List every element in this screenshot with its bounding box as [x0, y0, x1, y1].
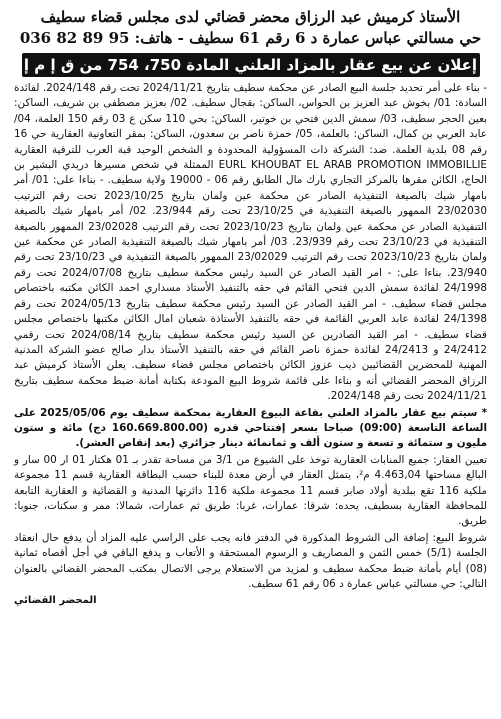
bailiff-name-line: الأستاذ كرميش عبد الرزاق محضر قضائي لدى مجلس قضاء سطيف [40, 8, 461, 26]
announcement-body [14, 81, 487, 609]
signature: المحضر القضائي [14, 595, 97, 607]
title-banner: إعلان عن بيع عقار بالمزاد العلني المادة 750، 754 من ق إ م إ [22, 53, 480, 77]
paragraph-preamble: - بناء على أمر تحديد جلسة البيع الصادر عن محكمة سطيف بتاريخ 2024/11/21 تحت رقم 2024/148. لفائدة السادة: 01/ بخوش عبد العزيز بن الحواس، الساكن: بقجال سطيف. 02/ بعزيز مصطفى بن شريف، الساكن: بعين الحجر سطيف، 03/ سمش الدين فتحي بن خوتير، الساكن: بحي 110 سكن ع 03 رقم 150 العلمة، 04/ عابد العربي بن كمال، الساكن: بالعلمة، 05/ حمزة ناصر بن سعدون، الساكن: بمقر التعاونية العقارية حي 16 رقم 08 بلدية العلمة. ضد: الشركة ذات المسؤولية المحدودة و الشخص الوحيد قبة العرب للترقية العقارية EURL KHOUBAT EL ARAB PROMOTION IMMOBILLIE الممثلة في شخص مسيرها دريدي البشير بن الحاج، الكائن مقرها بالمركز التجاري بارك مال الطابق رقم 06 - 19000 ولاية سطيف. - بناءا على: 01/ أمر بامهار شيك بالصيغة التنفيذية الصادر عن محكمة عين ولمان بتاريخ 2023/10/25 تحت رقم الترتيب 23/02030 الممهور بالصيغة التنفيذية في 23/10/25 تحت رقم 23/944. 02/ أمر بامهار شيك بالصيغة التنفيذية الصادر عن محكمة عين ولمان بتاريخ 2023/10/23 تحت رقم الترتيب 23/02028 الممهور بالصيغة التنفيذية في 23/10/23 تحت رقم 23/939. 03/ أمر بامهار شيك بالصيغة التنفيذية الصادر عن محكمة عين ولمان بتاريخ 2023/10/23 تحت رقم الترتيب 23/02029 الممهور بالصيغة التنفيذية في 23/10/23 تحت رقم 23/940. بناءا على: - امر القيد الصادر عن السيد رئيس محكمة سطيف بتاريخ 2024/07/08 تحت رقم 24/1998 لفائدة سمش الدين فتحي القائم في حقه بالتنفيذ الأستاذ مسداري احمد الكائن مكتبه باختصاص مجلس قضاء سطيف. - امر القيد الصادر عن السيد رئيس محكمة سطيف بتاريخ 2024/05/13 تحت رقم 24/1398 لفائدة عابد العربي القائمة في حقه بالتنفيذ الأستاذة شعبان امال الكائن مكتبها باختصاص مجلس قضاء سطيف. - امر القيد الصادرين عن السيد رئيس محكمة سطيف بتاريخ 2024/08/14 تحت رقمي 24/2412 و 24/2413 لفائدة حمزة ناصر القائم في حقه بالتنفيذ الأستاذ بدار صالح عضو الشركة المدنية المهنية للمحضرين القضائيين ذيب عزوز الكائن باختصاص مجلس قضاء سطيف. يعلن الأستاذ كرميش عبد الرزاق المحضر القضائي أنه و بناءا على قائمة شروط البيع المودعة بكتابة أمانة ضبط محكمة سطيف بتاريخ 2024/11/21 تحت رقم 2024/148. [14, 82, 488, 403]
paragraph-sale-conditions: شروط البيع: إضافة الى الشروط المذكورة في الدفتر فانه يجب على الراسي عليه المزاد أن يدفع حال انعقاد الجلسة (5/1) خمس الثمن و المصاريف و الرسوم المستحقة و الأتعاب و يدفع الباقي في أجل أقصاه ثمانية (08) أيام بأمانة ضبط محكمة سطيف و لمزيد من الاستعلام يرجى الاتصال بمكتب المحضر القضائي بالعنوان التالي: حي مسالتي عباس عمارة د 06 رقم 61 سطيف. [14, 531, 487, 590]
paragraph-sale-date-price: * سيتم بيع عقار بالمزاد العلني بقاعة البيوع العقارية بمحكمة سطيف يوم 2025/05/06 على الساعة التاسعة (09:00) صباحا بسعر إفتتاحي قدره (160.669.800.00 دج) مائة و ستون مليون و ستمائة و تسعة و ستون ألف و ثمانمائة دينار جزائري (بعد إنقاص العشر). [14, 406, 488, 450]
address-phone-line: حي مسالتي عباس عمارة د 6 رقم 61 سطيف - هاتف: 95 89 82 036 [19, 29, 482, 47]
header [14, 8, 487, 48]
paragraph-property-designation: تعيين العقار: جميع المنابات العقارية توخذ على الشيوع من 3/1 من مساحة تقدر بـ 01 هكتار 01 ار 00 سار و البالغ مساحتها 4.463,04 م²، يتمثل العقار في أرض معدة للبناء حسب البطاقة العقارية قسم 11 مجموعة ملكية 116 تقع ببلدية أولاد صابر قسم 11 مجموعة ملكية 116 دائرتها المدنية و القضائية و العقارية التابعة للمحافظة العقارية بسطيف، يحده: شرقا: عمارات، غربا: طريق ثم عمارات، شمالا: ممر و سكنات، جنوبا: طريق. [14, 453, 487, 528]
